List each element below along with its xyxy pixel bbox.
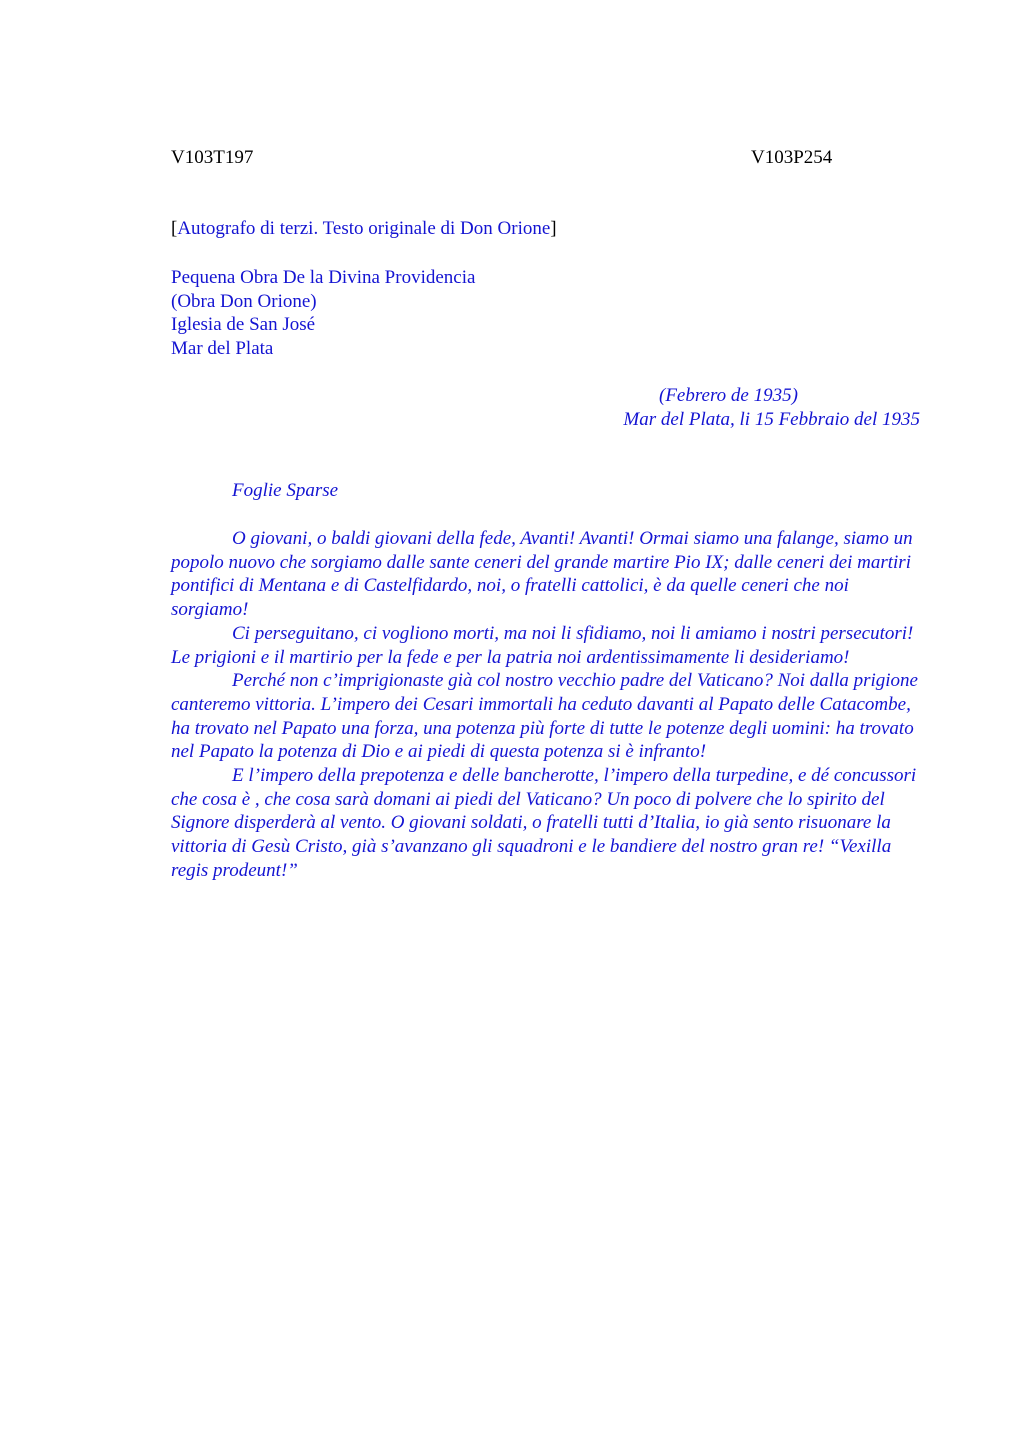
reference-code-right: V103P254 <box>751 147 833 168</box>
address-line: (Obra Don Orione) <box>171 290 317 312</box>
address-line: Pequena Obra De la Divina Providencia <box>171 267 476 288</box>
date-spanish: (Febrero de 1935) <box>659 385 798 406</box>
paragraph: Ci perseguitano, ci vogliono morti, ma noi li sfidiamo, noi li amiamo i nostri persecutori! Le prigioni e il martirio per la fede e per la patria noi ardentissimamente li desideriamo! <box>171 622 914 668</box>
source-note <box>171 218 557 240</box>
address-line: Iglesia de San José <box>171 314 316 336</box>
note-open-bracket: [ <box>171 218 178 239</box>
body-text <box>171 527 926 883</box>
date-block <box>560 384 920 431</box>
reference-code-left: V103T197 <box>171 147 254 168</box>
note-close-bracket: ] <box>550 218 557 239</box>
document-title: Foglie Sparse <box>232 480 339 501</box>
address-line: Mar del Plata <box>171 338 274 360</box>
note-text: Autografo di terzi. Testo originale di Don Orione <box>177 218 551 239</box>
letterhead-address <box>171 266 475 361</box>
paragraph: Perché non c’imprigionaste già col nostro vecchio padre del Vaticano? Noi dalla prigione canteremo vittoria. L’impero dei Cesari immortali ha ceduto davanti al Papato delle Catacombe, ha trovato nel Papato una forza, una potenza più forte di tutte le potenze degli uomini: ha trovato nel Papato la potenza di Dio e ai piedi di questa potenza si è infranto! <box>171 670 918 763</box>
date-italian: Mar del Plata, li 15 Febbraio del 1935 <box>623 408 920 430</box>
paragraph: O giovani, o baldi giovani della fede, Avanti! Avanti! Ormai siamo una falange, siamo un popolo nuovo che sorgiamo dalle sante ceneri del grande martire Pio IX; dalle ceneri dei martiri pontifici di Mentana e di Castelfidardo, noi, o fratelli cattolici, è da quelle ceneri che noi sorgiamo! <box>171 528 913 621</box>
paragraph: E l’impero della prepotenza e delle bancherotte, l’impero della turpedine, e dé concussori che cosa è , che cosa sarà domani ai piedi del Vaticano? Un poco di polvere che lo spirito del Signore disperderà al vento. O giovani soldati, o fratelli tutti d’Italia, io già sento risuonare la vittoria di Gesù Cristo, già s’avanzano gli squadroni e le bandiere del nostro gran re! “Vexilla regis prodeunt!” <box>171 765 917 881</box>
